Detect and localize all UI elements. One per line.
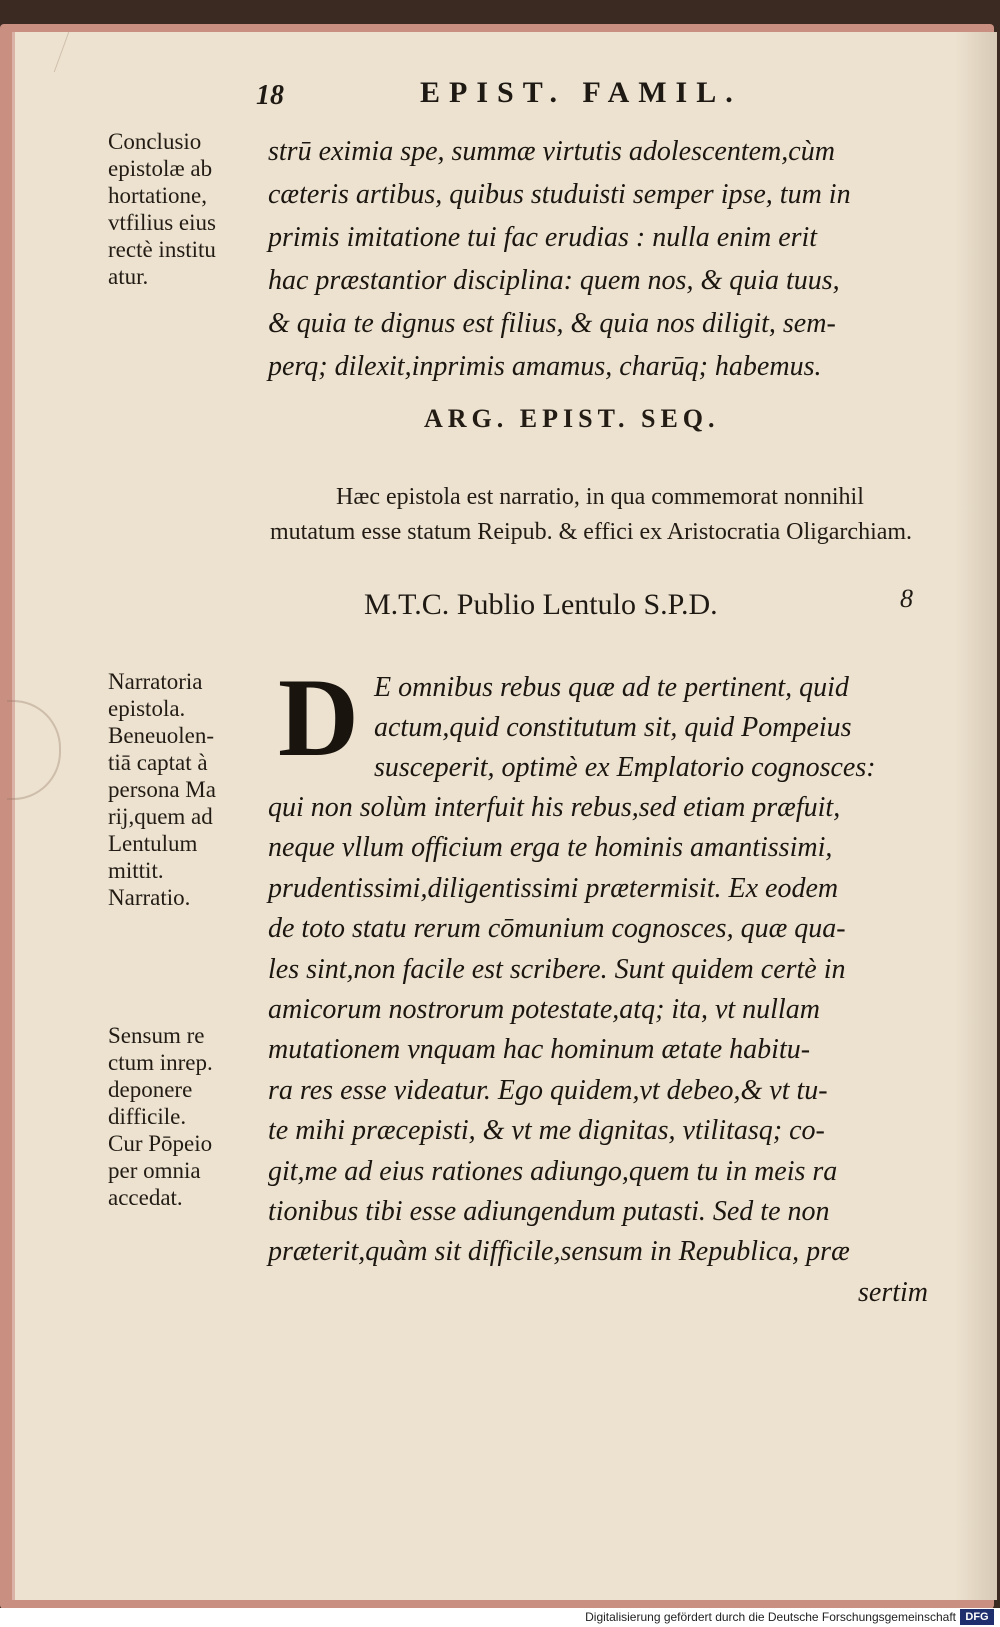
text-line: hac præstantior disciplina: quem nos, & quia tuus, bbox=[268, 265, 840, 296]
paper-gutter-shade bbox=[955, 32, 997, 1600]
text-line: mutationem vnquam hac hominum ætate habitu- bbox=[268, 1034, 811, 1066]
text-line: strū eximia spe, summæ virtutis adolescentem,cùm bbox=[268, 136, 835, 167]
corner-fold bbox=[18, 32, 70, 72]
text-block-conclusion bbox=[268, 130, 928, 388]
text-line: te mihi præcepisti, & vt me dignitas, vtilitasq; co- bbox=[268, 1115, 825, 1147]
text-line: primis imitatione tui fac erudias : nulla enim erit bbox=[268, 222, 818, 253]
text-line: præterit,quàm sit difficile,sensum in Republica, præ bbox=[268, 1236, 850, 1268]
drop-capital: D bbox=[278, 656, 359, 780]
text-line: tionibus tibi esse adiungendum putasti. Sed te non bbox=[268, 1196, 830, 1228]
text-line: & quia te dignus est filius, & quia nos diligit, sem- bbox=[268, 308, 836, 339]
text-line: de toto statu rerum cōmunium cognosces, quæ qua- bbox=[268, 913, 846, 945]
page-header bbox=[0, 76, 1000, 116]
text-line: amicorum nostrorum potestate,atq; ita, vt nullam bbox=[268, 994, 820, 1026]
catchword: sertim bbox=[858, 1276, 928, 1308]
letter-opening-lines bbox=[374, 668, 934, 788]
text-line: neque vllum officium erga te hominis amantissimi, bbox=[268, 832, 833, 864]
text-line: ra res esse videatur. Ego quidem,vt debeo,& vt tu- bbox=[268, 1074, 828, 1106]
dfg-logo: DFG bbox=[960, 1609, 994, 1625]
text-line: qui non solùm interfuit his rebus,sed etiam præfuit, bbox=[268, 792, 841, 823]
letter-number: 8 bbox=[900, 584, 913, 613]
footer-credit: Digitalisierung gefördert durch die Deutsche Forschungsgemeinschaft bbox=[585, 1610, 956, 1624]
folio-number: 18 bbox=[256, 80, 284, 111]
text-line: cæteris artibus, quibus studuisti semper ipse, tum in bbox=[268, 179, 851, 210]
running-head: EPIST. FAMIL. bbox=[420, 76, 742, 109]
text-line: prudentissimi,diligentissimi prætermisit. Ex eodem bbox=[268, 872, 839, 904]
text-line: actum,quid constitutum sit, quid Pompeius bbox=[374, 712, 852, 743]
margin-note-conclusio: Conclusio epistolæ ab hortatione, vtfilius eius rectè institu atur. bbox=[108, 129, 216, 289]
letter-salutation: M.T.C. Publio Lentulo S.P.D. bbox=[364, 588, 718, 621]
text-line: git,me ad eius rationes adiungo,quem tu in meis ra bbox=[268, 1155, 838, 1187]
text-line: les sint,non facile est scribere. Sunt quidem certè in bbox=[268, 953, 846, 985]
margin-note-narratoria: Narratoria epistola. Beneuolen- tiā captat à persona Ma rij,quem ad Lentulum mittit. Narratio. bbox=[108, 669, 216, 910]
letter-body bbox=[268, 788, 928, 1313]
text-line: E omnibus rebus quæ ad te pertinent, quid bbox=[374, 672, 849, 703]
argument-heading: ARG. EPIST. SEQ. bbox=[424, 404, 720, 433]
text-line: susceperit, optimè ex Emplatorio cognosces: bbox=[374, 752, 876, 783]
argument-body: Hæc epistola est narratio, in qua commemorat nonnihil mutatum esse statum Reipub. & effici ex Aristocratia Oligarchiam. bbox=[270, 484, 913, 545]
text-line: perq; dilexit,inprimis amamus, charūq; habemus. bbox=[268, 351, 822, 382]
margin-note-sensum: Sensum re ctum inrep. deponere difficile. Cur Pōpeio per omnia accedat. bbox=[108, 1023, 213, 1210]
clasp-impression bbox=[7, 700, 61, 800]
